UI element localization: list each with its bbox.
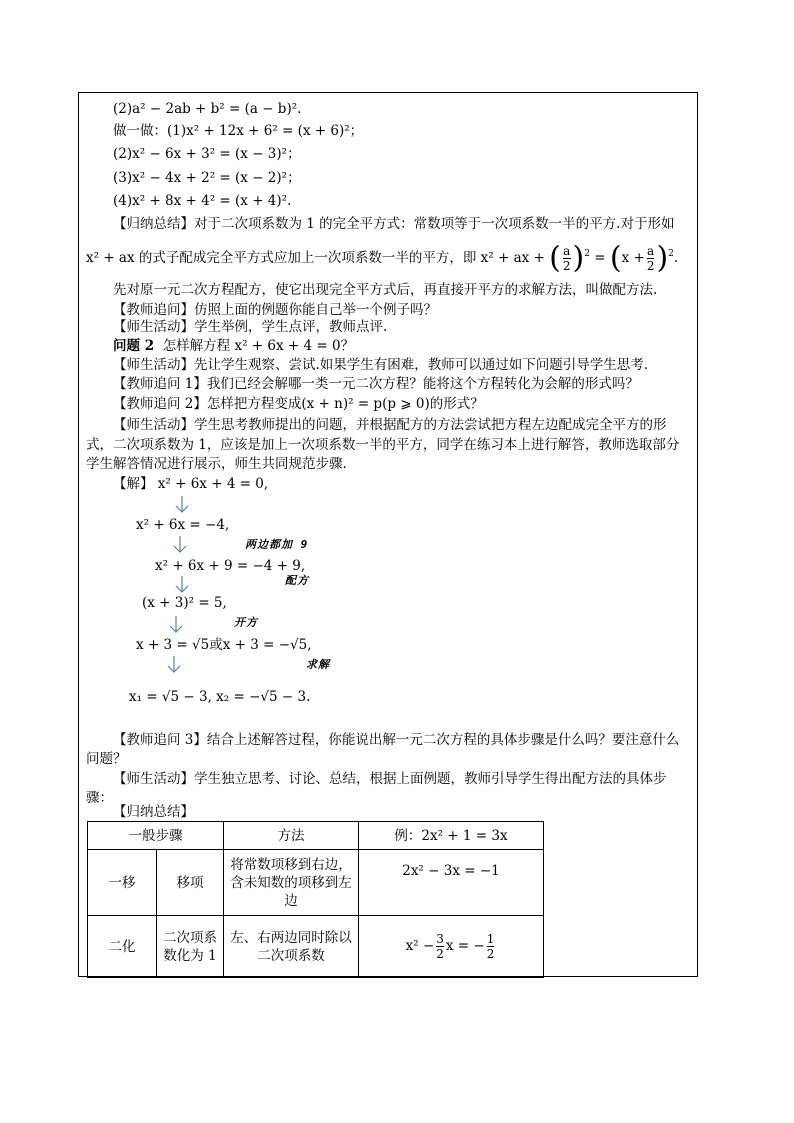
row2-example: x² − $\frac{3}{2}$ x = − $\frac{1}{2}$: [359, 916, 544, 978]
problem-2: 问题 2 怎样解方程 x² + 6x + 4 = 0？: [113, 338, 355, 354]
solution-arrows: [160, 492, 200, 692]
solution-step-6: x₁ = √5 − 3, x₂ = −√5 − 3.: [129, 689, 311, 705]
summary-line-2: x² + ax 的式子配成完全平方式应加上一次项系数一半的平方，即 x² + ax + ( $\frac{a}{2}$ )$^2$ = (x + $\frac{a}{2}$ )$^2$.: [86, 240, 679, 276]
activity-4-line-1: 【师生活动】学生独立思考、讨论、总结，根据上面例题，教师引导学生得出配方法的具体步: [113, 771, 667, 787]
try-line-3: (3)x² − 4x + 2² = (x − 2)²；: [113, 170, 301, 186]
follow-question-3-line-1: 【教师追问 3】结合上述解答过程，你能说出解一元二次方程的具体步骤是什么吗？要注意什么: [113, 732, 680, 748]
row2-method: 左、右两边同时除以二次项系数: [224, 916, 359, 978]
try-line-1: 做一做：(1)x² + 12x + 6² = (x + 6)²；: [113, 123, 364, 139]
solution-step-2: x² + 6x = −4,: [136, 517, 230, 533]
definition-line: 先对原一元二次方程配方，使它出现完全平方式后，再直接开平方的求解方法，叫做配方法.: [113, 282, 658, 298]
fraction-a-over-2-b: $\frac{a}{2}$: [646, 244, 655, 273]
steps-table: [87, 821, 544, 978]
fraction-a-over-2: $\frac{a}{2}$: [562, 244, 571, 273]
follow-question-1: 【教师追问 1】我们已经会解哪一类一元二次方程？能将这个方程转化为会解的形式吗？: [113, 376, 639, 392]
activity-4-line-2: 骤：: [86, 790, 113, 806]
activity-2: 【师生活动】先让学生观察、尝试.如果学生有困难，教师可以通过如下问题引导学生思考.: [113, 357, 649, 373]
note-add-nine: 两边都加 9: [245, 538, 309, 551]
try-line-2: (2)x² − 6x + 3² = (x − 3)²；: [113, 146, 301, 162]
header-example: 例：2x² + 1 = 3x: [359, 822, 544, 850]
row2-name: 二次项系数化为 1: [157, 916, 224, 978]
solution-step-1: 【解】 x² + 6x + 4 = 0,: [113, 476, 269, 492]
header-steps: 一般步骤: [88, 822, 224, 850]
teacher-question: 【教师追问】仿照上面的例题你能自己举一个例子吗？: [113, 302, 437, 318]
activity-1: 【师生活动】学生举例，学生点评，教师点评.: [113, 319, 388, 335]
row1-name: 移项: [157, 850, 224, 916]
activity-3-line-1: 【师生活动】学生思考教师提出的问题，并根据配方的方法尝试把方程左边配成完全平方的形: [113, 417, 667, 433]
summary-label: 【归纳总结】: [113, 804, 194, 820]
note-complete-square: 配方: [285, 574, 309, 587]
row1-method: 将常数项移到右边，含未知数的项移到左边: [224, 850, 359, 916]
note-solve: 求解: [306, 658, 330, 671]
solution-step-4: (x + 3)² = 5,: [142, 595, 227, 611]
header-method: 方法: [224, 822, 359, 850]
row1-step: 一移: [88, 850, 157, 916]
note-take-root: 开方: [234, 616, 258, 629]
follow-question-3-line-2: 问题？: [86, 751, 127, 767]
identity-line: (2)a² − 2ab + b² = (a − b)².: [113, 101, 302, 117]
summary-line-1: 【归纳总结】对于二次项系数为 1 的完全平方式：常数项等于一次项系数一半的平方.对于形如: [113, 216, 675, 232]
activity-3-line-3: 学生解答情况进行展示，师生共同规范步骤.: [86, 456, 347, 472]
activity-3-line-2: 式，二次项系数为 1，应该是加上一次项系数一半的平方，同学在练习本上进行解答，教师选取部分: [86, 437, 680, 453]
row1-example: 2x² − 3x = −1: [359, 850, 544, 916]
row2-step: 二化: [88, 916, 157, 978]
try-line-4: (4)x² + 8x + 4² = (x + 4)².: [113, 193, 292, 209]
solution-step-3: x² + 6x + 9 = −4 + 9,: [155, 558, 306, 574]
solution-step-5: x + 3 = √5或x + 3 = −√5,: [136, 637, 312, 653]
follow-question-2: 【教师追问 2】怎样把方程变成(x + n)² = p(p ⩾ 0)的形式？: [113, 396, 484, 412]
